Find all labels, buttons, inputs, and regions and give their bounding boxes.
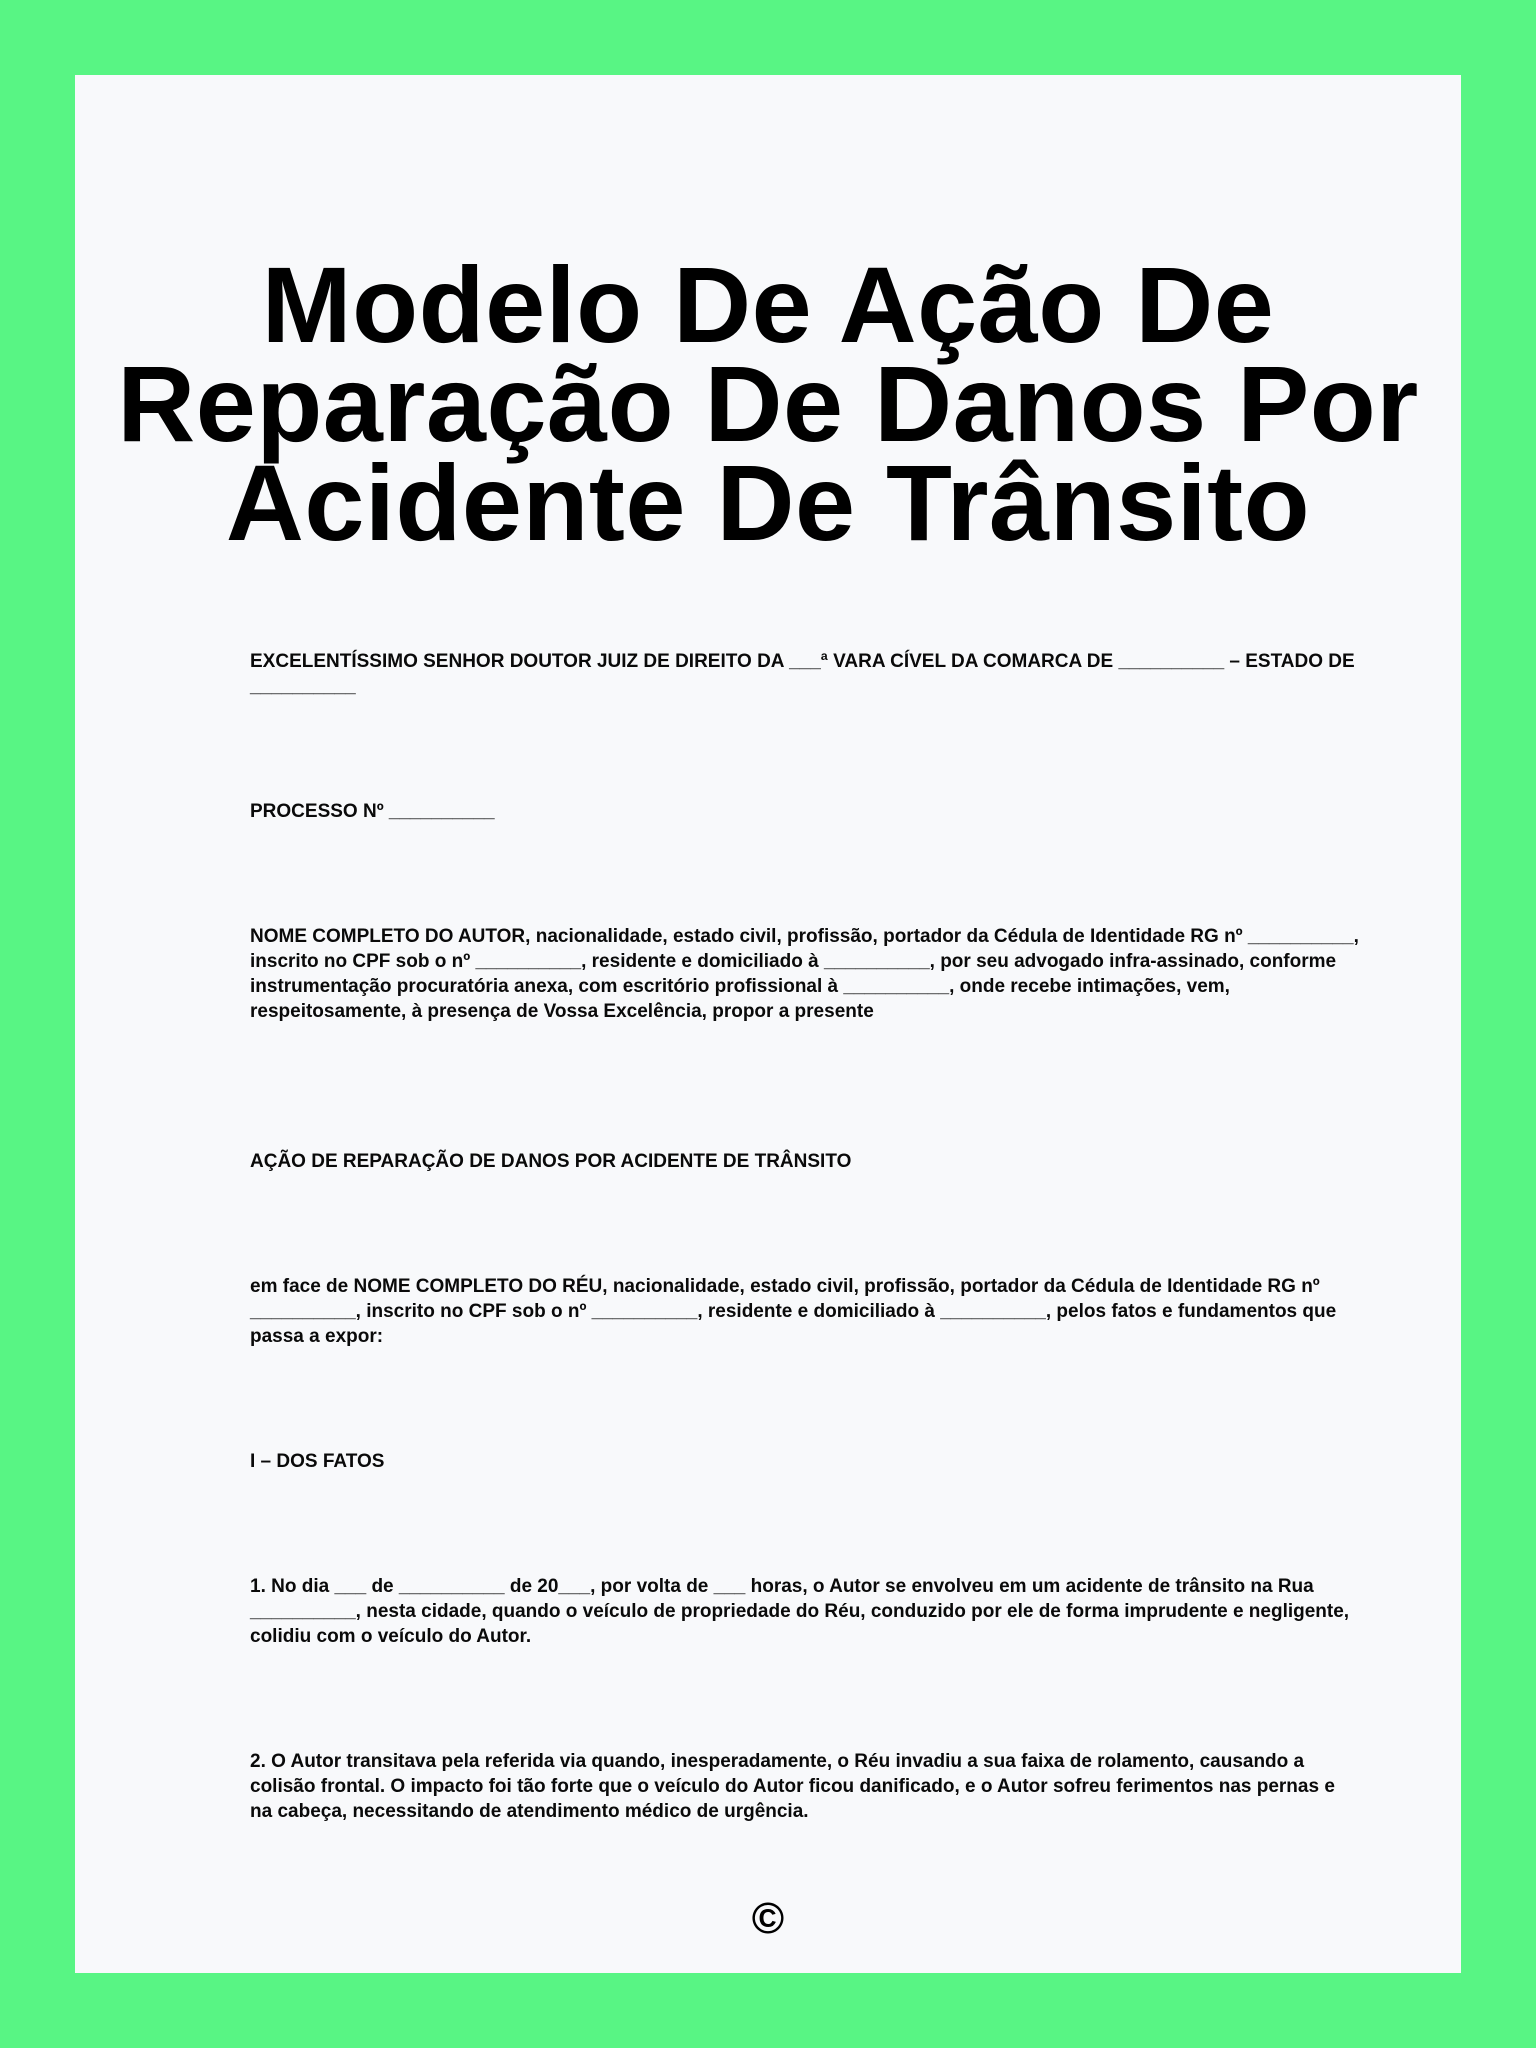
title-line: Modelo De Ação De [261, 244, 1275, 365]
process-number-paragraph: PROCESSO Nº __________ [250, 801, 495, 822]
fact-paragraph-1: 1. No dia ___ de __________ de 20___, por volta de ___ horas, o Autor se envolveu em um acidente de trânsito na Rua __________, nesta cidade, quando o veículo de propriedade do Réu, conduzido por ele de forma imprudente e negligente, colidiu com o veículo do Autor. [250, 1576, 1350, 1647]
title-line: Acidente De Trânsito [225, 442, 1311, 563]
document-page [75, 75, 1461, 1973]
facts-section-heading: I – DOS FATOS [250, 1451, 385, 1472]
court-address-paragraph: EXCELENTÍSSIMO SENHOR DOUTOR JUIZ DE DIREITO DA ___ª VARA CÍVEL DA COMARCA DE __________ – ESTADO DE __________ [250, 651, 1355, 697]
defendant-qualification-paragraph: em face de NOME COMPLETO DO RÉU, nacionalidade, estado civil, profissão, portador da Cédula de Identidade RG nº __________, inscrito no CPF sob o nº __________, residente e domiciliado à __________, pelos fatos e fundamentos que passa a expor: [250, 1276, 1337, 1347]
copyright-icon: © [751, 1894, 785, 1943]
author-qualification-paragraph: NOME COMPLETO DO AUTOR, nacionalidade, estado civil, profissão, portador da Cédula de Identidade RG nº __________, inscrito no CPF sob o nº __________, residente e domiciliado à __________, por seu advogado infra-assinado, conforme instrumentação procuratória anexa, com escritório profissional à __________, onde recebe intimações, vem, respeitosamente, à presença de Vossa Excelência, propor a presente [250, 926, 1359, 1022]
action-name-paragraph: AÇÃO DE REPARAÇÃO DE DANOS POR ACIDENTE DE TRÂNSITO [250, 1151, 852, 1172]
document-title [75, 244, 1461, 563]
fact-paragraph-2: 2. O Autor transitava pela referida via quando, inesperadamente, o Réu invadiu a sua faixa de rolamento, causando a colisão frontal. O impacto foi tão forte que o veículo do Autor ficou danificado, e o Autor sofreu ferimentos nas pernas e na cabeça, necessitando de atendimento médico de urgência. [250, 1751, 1335, 1822]
title-line: Reparação De Danos Por [117, 343, 1419, 464]
